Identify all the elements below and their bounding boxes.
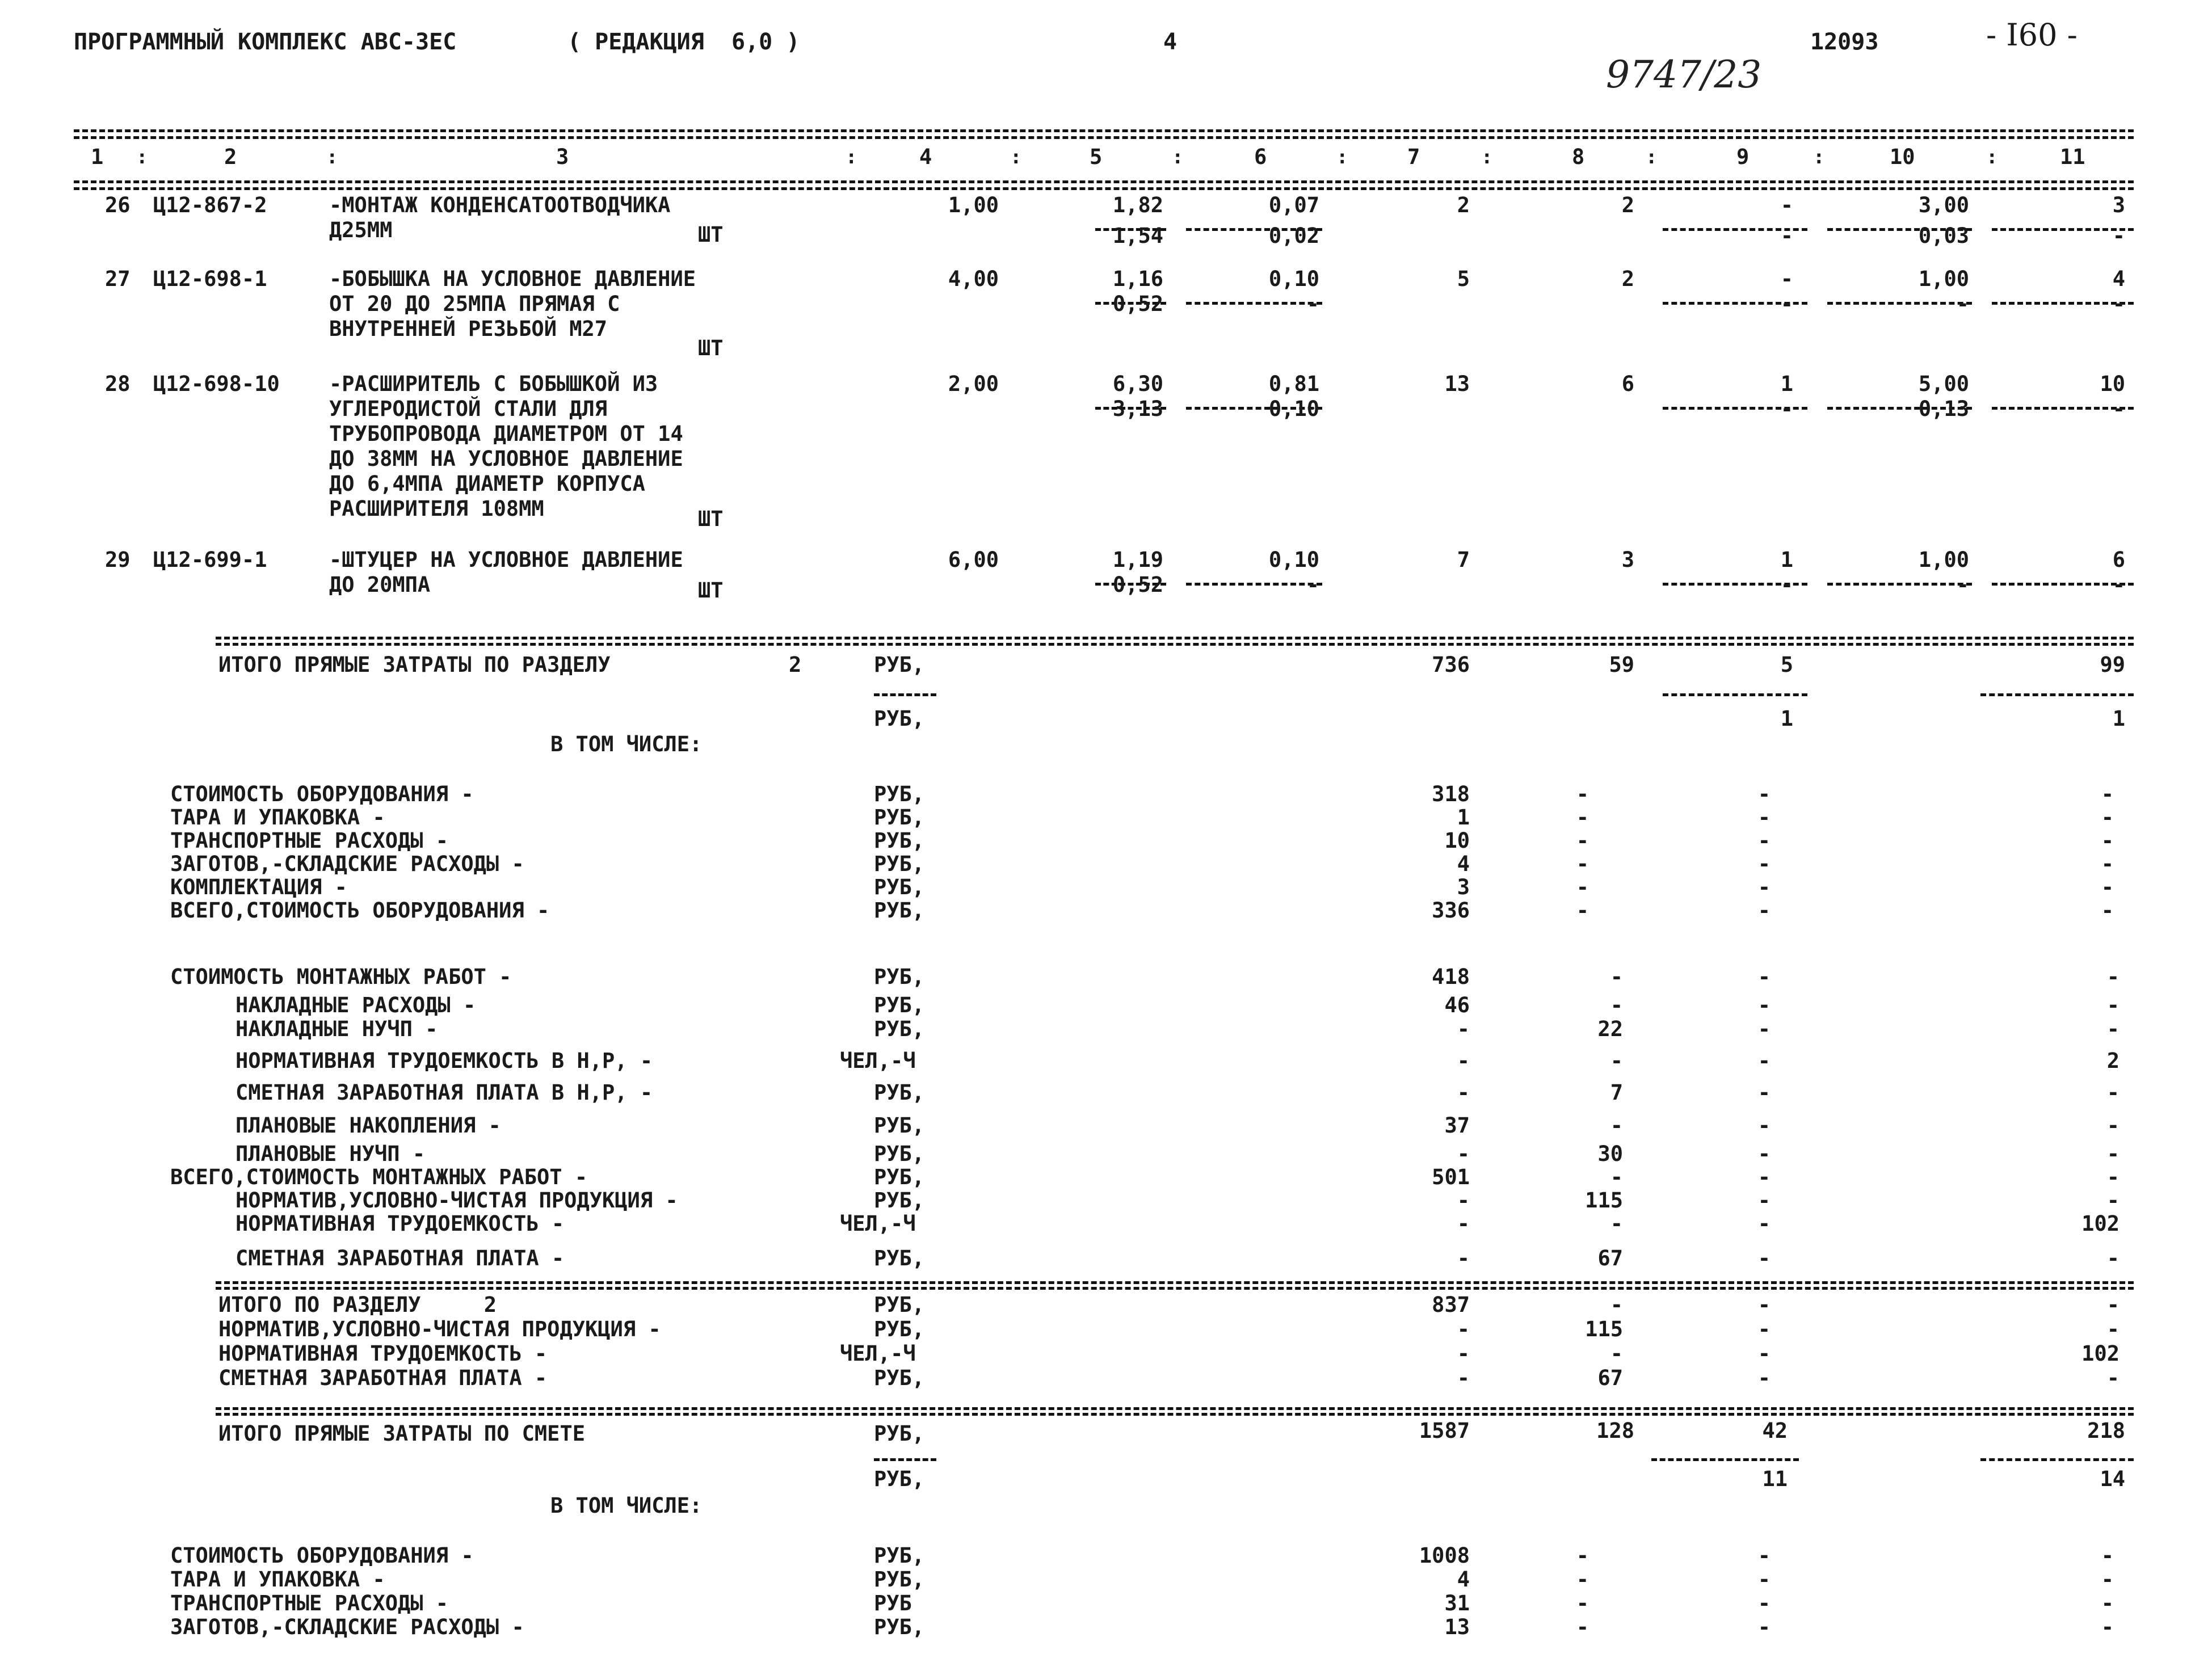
summary-col11: - xyxy=(2106,1366,2120,1390)
equipment-col7: 10 xyxy=(1444,828,1470,853)
unit: РУБ, xyxy=(874,782,925,806)
page-number: - I60 - xyxy=(1986,17,2078,53)
equipment-col9: - xyxy=(1757,875,1771,899)
equipment-col9: - xyxy=(1757,805,1771,830)
summary-row-label: ИТОГО ПО РАЗДЕЛУ 2 xyxy=(218,1293,497,1317)
item-code: Ц12-867-2 xyxy=(153,193,267,217)
item-unit: ШТ xyxy=(698,336,724,360)
section-rule-2 xyxy=(216,643,2134,646)
estimate-divider xyxy=(1980,1458,2134,1461)
equipment-col8: - xyxy=(1576,782,1589,806)
item-col9-sub: - xyxy=(1780,397,1793,421)
install-col7: 37 xyxy=(1444,1113,1470,1138)
column-separator: : xyxy=(1986,146,1998,169)
unit: РУБ, xyxy=(874,805,925,830)
item-col11-sub: - xyxy=(2112,292,2125,316)
total-divider xyxy=(1663,693,1807,696)
header-rule-bottom xyxy=(74,180,2134,183)
estimate-row-col8: - xyxy=(1576,1543,1589,1568)
item-unit: ШТ xyxy=(698,222,724,247)
including-label: В ТОМ ЧИСЛЕ: xyxy=(550,732,703,756)
item-divider xyxy=(1186,583,1322,586)
item-col6: 0,10 xyxy=(1268,548,1319,572)
install-col11: - xyxy=(2106,965,2120,989)
install-col11: - xyxy=(2106,1246,2120,1270)
equipment-row-label: ТАРА И УПАКОВКА - xyxy=(170,805,385,830)
install-col8: 115 xyxy=(1585,1188,1623,1213)
item-col9-sub: - xyxy=(1780,292,1793,316)
summary-col8: - xyxy=(1610,1341,1623,1366)
section-total-label: ИТОГО ПРЯМЫЕ ЗАТРАТЫ ПО РАЗДЕЛУ xyxy=(218,653,611,677)
estimate-row-col9: - xyxy=(1757,1615,1771,1639)
item-col9: 1 xyxy=(1780,372,1793,396)
column-header-10: 10 xyxy=(1890,145,1915,169)
column-separator: : xyxy=(1010,146,1022,169)
item-unit: ШТ xyxy=(698,578,724,603)
item-number: 27 xyxy=(105,267,131,291)
estimate-row-label: ТАРА И УПАКОВКА - xyxy=(170,1567,385,1592)
item-quantity: 6,00 xyxy=(948,548,999,572)
item-col11-sub: - xyxy=(2112,573,2125,597)
total-divider xyxy=(1980,693,2134,696)
column-header-5: 5 xyxy=(1090,145,1103,169)
item-code: Ц12-698-1 xyxy=(153,267,267,291)
equipment-col7: 1 xyxy=(1457,805,1470,830)
item-unit: ШТ xyxy=(698,507,724,531)
install-row-label: ПЛАНОВЫЕ НАКОПЛЕНИЯ - xyxy=(236,1113,501,1138)
column-header-3: 3 xyxy=(556,145,569,169)
install-col8: - xyxy=(1610,1113,1623,1138)
column-header-6: 6 xyxy=(1254,145,1267,169)
install-col9: - xyxy=(1757,1211,1771,1236)
total-divider xyxy=(874,693,936,696)
unit: ЧЕЛ,-Ч xyxy=(840,1341,916,1366)
item-col11: 3 xyxy=(2112,193,2125,217)
item-description: -МОНТАЖ КОНДЕНСАТООТВОДЧИКА xyxy=(329,193,671,217)
summary-col11: - xyxy=(2106,1293,2120,1317)
item-number: 28 xyxy=(105,372,131,396)
item-code: Ц12-699-1 xyxy=(153,548,267,572)
install-col9: - xyxy=(1757,1113,1771,1138)
summary-rule-2 xyxy=(216,1287,2134,1290)
item-col10-sub: - xyxy=(1956,573,1969,597)
estimate-total-label: ИТОГО ПРЯМЫЕ ЗАТРАТЫ ПО СМЕТЕ xyxy=(218,1421,586,1446)
item-divider xyxy=(1827,583,1972,586)
column-header-1: 1 xyxy=(91,145,104,169)
item-col5-sub: 1,54 xyxy=(1112,224,1163,248)
column-header-4: 4 xyxy=(919,145,932,169)
install-col8: 67 xyxy=(1597,1246,1623,1270)
column-separator: : xyxy=(326,146,338,169)
estimate-row-col9: - xyxy=(1757,1567,1771,1592)
equipment-col11: - xyxy=(2101,828,2114,853)
program-title: ПРОГРАММНЫЙ КОМПЛЕКС АВС-3ЕС xyxy=(74,29,457,55)
install-col9: - xyxy=(1757,1165,1771,1189)
equipment-col7: 336 xyxy=(1432,898,1470,923)
item-divider xyxy=(1186,302,1322,305)
install-col8: - xyxy=(1610,965,1623,989)
estimate-col11-sub: 14 xyxy=(2100,1467,2125,1491)
unit: РУБ, xyxy=(874,1017,925,1041)
summary-col9: - xyxy=(1757,1293,1771,1317)
install-col8: - xyxy=(1610,1049,1623,1073)
install-row-label: ПЛАНОВЫЕ НУЧП - xyxy=(236,1142,426,1166)
unit: РУБ, xyxy=(874,1080,925,1105)
column-separator: : xyxy=(1172,146,1184,169)
column-header-2: 2 xyxy=(224,145,237,169)
unit: ЧЕЛ,-Ч xyxy=(840,1049,916,1073)
summary-row-label: НОРМАТИВНАЯ ТРУДОЕМКОСТЬ - xyxy=(218,1341,548,1366)
estimate-col8: 128 xyxy=(1596,1419,1634,1443)
install-col8: 30 xyxy=(1597,1142,1623,1166)
estimate-row-col9: - xyxy=(1757,1591,1771,1615)
summary-col8: 67 xyxy=(1597,1366,1623,1390)
column-header-7: 7 xyxy=(1407,145,1420,169)
item-description: ДО 20МПА xyxy=(329,573,431,597)
install-col8: - xyxy=(1610,993,1623,1017)
install-col9: - xyxy=(1757,965,1771,989)
item-col5-sub: 0,52 xyxy=(1112,573,1163,597)
unit: РУБ, xyxy=(874,653,925,677)
item-col8: 3 xyxy=(1621,548,1634,572)
unit: РУБ, xyxy=(874,1467,925,1491)
install-col9: - xyxy=(1757,1017,1771,1041)
estimate-row-col7: 13 xyxy=(1444,1615,1470,1639)
item-col10: 3,00 xyxy=(1918,193,1969,217)
install-col9: - xyxy=(1757,1080,1771,1105)
item-col8: 2 xyxy=(1621,193,1634,217)
header-rule-bottom-2 xyxy=(74,187,2134,190)
estimate-col11: 218 xyxy=(2087,1419,2125,1443)
estimate-col9-sub: 11 xyxy=(1762,1467,1788,1491)
equipment-col9: - xyxy=(1757,828,1771,853)
install-col11: - xyxy=(2106,1188,2120,1213)
item-col11-sub: - xyxy=(2112,397,2125,421)
total-col9: 5 xyxy=(1780,653,1793,677)
unit: РУБ, xyxy=(874,898,925,923)
section-rule xyxy=(216,637,2134,639)
install-col7: 418 xyxy=(1432,965,1470,989)
install-col11: - xyxy=(2106,1017,2120,1041)
equipment-col8: - xyxy=(1576,898,1589,923)
item-col5: 1,16 xyxy=(1112,267,1163,291)
total-col11: 99 xyxy=(2100,653,2125,677)
item-col11: 6 xyxy=(2112,548,2125,572)
summary-col8: 115 xyxy=(1585,1317,1623,1341)
item-col9: - xyxy=(1780,267,1793,291)
edition-label: ( РЕДАКЦИЯ 6,0 ) xyxy=(567,29,800,55)
install-col11: - xyxy=(2106,1142,2120,1166)
install-row-label: ВСЕГО,СТОИМОСТЬ МОНТАЖНЫХ РАБОТ - xyxy=(170,1165,588,1189)
item-col7: 5 xyxy=(1457,267,1470,291)
estimate-row-label: ТРАНСПОРТНЫЕ РАСХОДЫ - xyxy=(170,1591,449,1615)
summary-col7: 837 xyxy=(1432,1293,1470,1317)
summary-rule xyxy=(216,1281,2134,1284)
column-header-8: 8 xyxy=(1572,145,1585,169)
estimate-row-label: ЗАГОТОВ,-СКЛАДСКИЕ РАСХОДЫ - xyxy=(170,1615,524,1639)
item-divider xyxy=(1827,302,1972,305)
unit: РУБ, xyxy=(874,706,925,731)
item-quantity: 4,00 xyxy=(948,267,999,291)
estimate-row-col7: 1008 xyxy=(1419,1543,1470,1568)
item-quantity: 1,00 xyxy=(948,193,999,217)
unit: РУБ, xyxy=(874,1246,925,1270)
unit: РУБ, xyxy=(874,1567,925,1592)
install-col7: - xyxy=(1457,1017,1470,1041)
unit: РУБ, xyxy=(874,852,925,876)
item-col5: 1,82 xyxy=(1112,193,1163,217)
equipment-row-label: ТРАНСПОРТНЫЕ РАСХОДЫ - xyxy=(170,828,449,853)
equipment-col11: - xyxy=(2101,805,2114,830)
unit: ЧЕЛ,-Ч xyxy=(840,1211,916,1236)
summary-col9: - xyxy=(1757,1366,1771,1390)
unit: РУБ, xyxy=(874,1421,925,1446)
install-col11: 2 xyxy=(2106,1049,2120,1073)
install-col9: - xyxy=(1757,1188,1771,1213)
estimate-row-col11: - xyxy=(2101,1567,2114,1592)
estimate-row-col7: 31 xyxy=(1444,1591,1470,1615)
item-description: -РАСШИРИТЕЛЬ С БОБЫШКОЙ ИЗ xyxy=(329,372,658,396)
item-col5-sub: 0,52 xyxy=(1112,292,1163,316)
estimate-row-col11: - xyxy=(2101,1543,2114,1568)
summary-col11: 102 xyxy=(2081,1341,2120,1366)
item-description: -БОБЫШКА НА УСЛОВНОЕ ДАВЛЕНИЕ xyxy=(329,267,696,291)
equipment-col11: - xyxy=(2101,898,2114,923)
item-col8: 2 xyxy=(1621,267,1634,291)
install-col7: - xyxy=(1457,1049,1470,1073)
summary-row-label: НОРМАТИВ,УСЛОВНО-ЧИСТАЯ ПРОДУКЦИЯ - xyxy=(218,1317,661,1341)
equipment-row-label: ЗАГОТОВ,-СКЛАДСКИЕ РАСХОДЫ - xyxy=(170,852,524,876)
item-number: 26 xyxy=(105,193,131,217)
item-col5: 6,30 xyxy=(1112,372,1163,396)
summary-col7: - xyxy=(1457,1317,1470,1341)
item-description: ВНУТРЕННЕЙ РЕЗЬБОЙ М27 xyxy=(329,317,608,341)
install-col11: 102 xyxy=(2081,1211,2120,1236)
install-col7: - xyxy=(1457,1080,1470,1105)
install-col9: - xyxy=(1757,1049,1771,1073)
install-col7: 501 xyxy=(1432,1165,1470,1189)
equipment-col7: 3 xyxy=(1457,875,1470,899)
sheet-number: 4 xyxy=(1163,29,1178,55)
install-col11: - xyxy=(2106,993,2120,1017)
item-col7: 13 xyxy=(1444,372,1470,396)
equipment-col11: - xyxy=(2101,875,2114,899)
install-col11: - xyxy=(2106,1165,2120,1189)
column-separator: : xyxy=(1646,146,1658,169)
item-col10: 1,00 xyxy=(1918,267,1969,291)
estimate-row-col11: - xyxy=(2101,1615,2114,1639)
estimate-row-col8: - xyxy=(1576,1615,1589,1639)
install-row-label: СТОИМОСТЬ МОНТАЖНЫХ РАБОТ - xyxy=(170,965,512,989)
item-col7: 2 xyxy=(1457,193,1470,217)
equipment-col9: - xyxy=(1757,782,1771,806)
install-col7: 46 xyxy=(1444,993,1470,1017)
item-col11-sub: - xyxy=(2112,224,2125,248)
unit: РУБ, xyxy=(874,1543,925,1568)
equipment-col8: - xyxy=(1576,875,1589,899)
item-description: ДО 38ММ НА УСЛОВНОЕ ДАВЛЕНИЕ xyxy=(329,447,683,471)
item-col6-sub: 0,10 xyxy=(1268,397,1319,421)
unit: РУБ, xyxy=(874,1142,925,1166)
summary-row-label: СМЕТНАЯ ЗАРАБОТНАЯ ПЛАТА - xyxy=(218,1366,548,1390)
item-col6-sub: 0,02 xyxy=(1268,224,1319,248)
unit: РУБ, xyxy=(874,1165,925,1189)
item-description: -ШТУЦЕР НА УСЛОВНОЕ ДАВЛЕНИЕ xyxy=(329,548,683,572)
install-col7: - xyxy=(1457,1188,1470,1213)
handwritten-note: 9747/23 xyxy=(1606,53,1762,96)
unit: РУБ, xyxy=(874,1317,925,1341)
estimate-row-col8: - xyxy=(1576,1591,1589,1615)
item-col11: 10 xyxy=(2100,372,2125,396)
column-separator: : xyxy=(1481,146,1493,169)
item-description: Д25ММ xyxy=(329,218,393,242)
install-row-label: НОРМАТИВНАЯ ТРУДОЕМКОСТЬ В Н,Р, - xyxy=(236,1049,653,1073)
equipment-col9: - xyxy=(1757,898,1771,923)
equipment-col11: - xyxy=(2101,782,2114,806)
install-row-label: СМЕТНАЯ ЗАРАБОТНАЯ ПЛАТА В Н,Р, - xyxy=(236,1080,653,1105)
estimate-row-col9: - xyxy=(1757,1543,1771,1568)
summary-col9: - xyxy=(1757,1341,1771,1366)
unit: РУБ, xyxy=(874,993,925,1017)
item-col6: 0,81 xyxy=(1268,372,1319,396)
item-col9-sub: - xyxy=(1780,224,1793,248)
summary-col7: - xyxy=(1457,1341,1470,1366)
install-row-label: НАКЛАДНЫЕ РАСХОДЫ - xyxy=(236,993,476,1017)
item-quantity: 2,00 xyxy=(948,372,999,396)
equipment-col8: - xyxy=(1576,828,1589,853)
total-col11-sub: 1 xyxy=(2112,706,2125,731)
summary-col7: - xyxy=(1457,1366,1470,1390)
item-col10: 1,00 xyxy=(1918,548,1969,572)
item-number: 29 xyxy=(105,548,131,572)
item-col6-sub: - xyxy=(1306,573,1319,597)
item-description: ДО 6,4МПА ДИАМЕТР КОРПУСА xyxy=(329,472,645,496)
total-col7: 736 xyxy=(1432,653,1470,677)
install-row-label: СМЕТНАЯ ЗАРАБОТНАЯ ПЛАТА - xyxy=(236,1246,565,1270)
install-col7: - xyxy=(1457,1211,1470,1236)
equipment-col8: - xyxy=(1576,852,1589,876)
column-separator: : xyxy=(1336,146,1348,169)
unit: РУБ, xyxy=(874,1615,925,1639)
item-col9: 1 xyxy=(1780,548,1793,572)
column-header-9: 9 xyxy=(1736,145,1750,169)
column-separator: : xyxy=(136,146,148,169)
total-col8: 59 xyxy=(1609,653,1634,677)
summary-col8: - xyxy=(1610,1293,1623,1317)
install-col8: 7 xyxy=(1610,1080,1623,1105)
item-col10-sub: 0,03 xyxy=(1918,224,1969,248)
install-row-label: НОРМАТИВНАЯ ТРУДОЕМКОСТЬ - xyxy=(236,1211,565,1236)
estimate-divider xyxy=(874,1458,936,1461)
install-col9: - xyxy=(1757,1142,1771,1166)
install-col11: - xyxy=(2106,1113,2120,1138)
install-col8: 22 xyxy=(1597,1017,1623,1041)
unit: РУБ, xyxy=(874,828,925,853)
item-col5: 1,19 xyxy=(1112,548,1163,572)
total-col9-sub: 1 xyxy=(1780,706,1793,731)
item-col5-sub: 3,13 xyxy=(1112,397,1163,421)
item-col9-sub: - xyxy=(1780,573,1793,597)
install-row-label: НОРМАТИВ,УСЛОВНО-ЧИСТАЯ ПРОДУКЦИЯ - xyxy=(236,1188,678,1213)
equipment-col11: - xyxy=(2101,852,2114,876)
unit: РУБ xyxy=(874,1591,912,1615)
estimate-row-label: СТОИМОСТЬ ОБОРУДОВАНИЯ - xyxy=(170,1543,474,1568)
item-description: РАСШИРИТЕЛЯ 108ММ xyxy=(329,496,544,521)
item-col10: 5,00 xyxy=(1918,372,1969,396)
item-col6: 0,10 xyxy=(1268,267,1319,291)
item-description: УГЛЕРОДИСТОЙ СТАЛИ ДЛЯ xyxy=(329,397,608,421)
estimate-divider xyxy=(1651,1458,1799,1461)
equipment-row-label: ВСЕГО,СТОИМОСТЬ ОБОРУДОВАНИЯ - xyxy=(170,898,550,923)
unit: РУБ, xyxy=(874,875,925,899)
estimate-row-col7: 4 xyxy=(1457,1567,1470,1592)
summary-col9: - xyxy=(1757,1317,1771,1341)
unit: РУБ, xyxy=(874,965,925,989)
install-col7: - xyxy=(1457,1246,1470,1270)
item-col10-sub: 0,13 xyxy=(1918,397,1969,421)
summary-col11: - xyxy=(2106,1317,2120,1341)
estimate-row-col11: - xyxy=(2101,1591,2114,1615)
item-col6-sub: - xyxy=(1306,292,1319,316)
unit: РУБ, xyxy=(874,1188,925,1213)
equipment-row-label: КОМПЛЕКТАЦИЯ - xyxy=(170,875,347,899)
document-code: 12093 xyxy=(1810,29,1879,55)
column-header-11: 11 xyxy=(2060,145,2085,169)
item-col6: 0,07 xyxy=(1268,193,1319,217)
header-rule-top xyxy=(74,129,2134,132)
item-description: ОТ 20 ДО 25МПА ПРЯМАЯ С xyxy=(329,292,620,316)
install-col11: - xyxy=(2106,1080,2120,1105)
equipment-col7: 4 xyxy=(1457,852,1470,876)
estimate-col7: 1587 xyxy=(1419,1419,1470,1443)
section-number: 2 xyxy=(789,653,802,677)
estimate-rule-2 xyxy=(216,1413,2134,1416)
unit: РУБ, xyxy=(874,1293,925,1317)
including-label: В ТОМ ЧИСЛЕ: xyxy=(550,1493,703,1518)
install-row-label: НАКЛАДНЫЕ НУЧП - xyxy=(236,1017,438,1041)
equipment-row-label: СТОИМОСТЬ ОБОРУДОВАНИЯ - xyxy=(170,782,474,806)
unit: РУБ, xyxy=(874,1113,925,1138)
item-description: ТРУБОПРОВОДА ДИАМЕТРОМ ОТ 14 xyxy=(329,422,683,446)
item-col8: 6 xyxy=(1621,372,1634,396)
install-col8: - xyxy=(1610,1211,1623,1236)
estimate-row-col8: - xyxy=(1576,1567,1589,1592)
item-col9: - xyxy=(1780,193,1793,217)
equipment-col7: 318 xyxy=(1432,782,1470,806)
item-col10-sub: - xyxy=(1956,292,1969,316)
install-col9: - xyxy=(1757,993,1771,1017)
install-col9: - xyxy=(1757,1246,1771,1270)
item-col11: 4 xyxy=(2112,267,2125,291)
column-separator: : xyxy=(846,146,857,169)
unit: РУБ, xyxy=(874,1366,925,1390)
install-col8: - xyxy=(1610,1165,1623,1189)
item-code: Ц12-698-10 xyxy=(153,372,280,396)
equipment-col8: - xyxy=(1576,805,1589,830)
header-rule-top-2 xyxy=(74,136,2134,139)
column-separator: : xyxy=(1813,146,1825,169)
item-col7: 7 xyxy=(1457,548,1470,572)
install-col7: - xyxy=(1457,1142,1470,1166)
equipment-col9: - xyxy=(1757,852,1771,876)
estimate-rule xyxy=(216,1407,2134,1410)
estimate-col9: 42 xyxy=(1762,1419,1788,1443)
